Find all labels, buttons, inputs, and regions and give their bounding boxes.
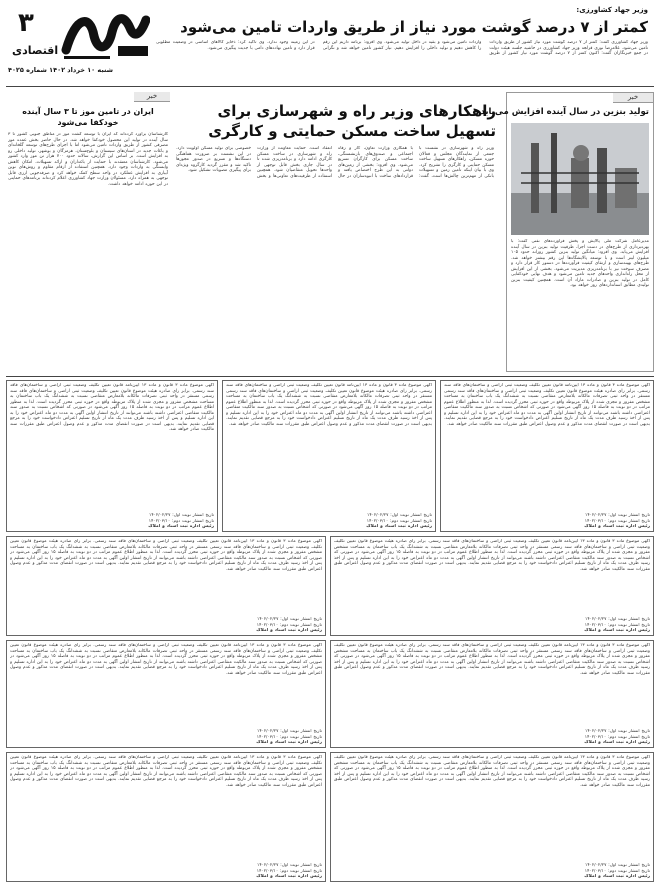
notice-date-second: تاریخ انتشار نوبت دوم: ۱۴۰۲/۰۳/۱۰ bbox=[256, 734, 322, 740]
notice-signature: رئیس اداره ثبت اسناد و املاک bbox=[584, 740, 650, 745]
news-body: مدیرعامل شرکت ملی پالایش و پخش فرآورده‌های نفتی گفت: با بهره‌برداری از طرح‌های در دست اجرا، ظرفیت تولید بنزین در سال آینده افزایش می‌یابد. وی افزود: میانگین تولید بنزین کشور روزانه حدود ۱۰۵ میلیون لیتر است و با توسعه پالایشگاه‌ها این رقم بیشتر خواهد شد. طرح‌های بهینه‌سازی و ارتقای کیفیت فرآورده‌ها در دستور کار قرار دارد و مصرف سوخت نیز با برنامه‌ریزی مدیریت می‌شود. بخشی از این افزایش از محل راه‌اندازی واحدهای جدید تامین می‌شود و هدف نهایی خودکفایی کامل در تولید بنزین و صادرات مازاد آن است. همچنین کیفیت بنزین تولیدی مطابق استانداردهای روز خواهد بود. bbox=[511, 239, 649, 288]
news-title-2: ایران در تامین موز تا ۳ سال آینده خودکفا می‌شود bbox=[22, 107, 154, 127]
notice-date-second: تاریخ انتشار نوبت دوم: ۱۴۰۲/۰۳/۱۰ bbox=[584, 518, 650, 524]
notice-date-first: تاریخ انتشار نوبت اول: ۱۴۰۲/۰۲/۲۷ bbox=[367, 513, 432, 518]
center-story-body: وزیر راه و شهرسازی در نشست با جمعی از نمایندگان مجلس و فعالان حوزه مسکن، راهکارهای تسهیل ساخت مسکن حمایتی و کارگری را تشریح کرد. وی با بیان اینکه تامین زمین و تسهیلات بانکی از مهم‌ترین چالش‌ها است، گفت: با همکاری وزارت تعاون، کار و رفاه اجتماعی و صندوق‌های بازنشستگی، ساخت مسکن برای کارگران تسریع می‌شود. وی افزود: بخشی از زمین‌های دولتی به این طرح اختصاص یافته و قراردادهای ساخت با انبوه‌سازان در حال انعقاد است. حمایت معاونت از وزارت راه و شهرسازی در ساخت مسکن کارگری ادامه دارد و برنامه‌ریزی شده تا در سال جاری بخش قابل توجهی از واحدها تحویل متقاضیان شود. همچنین استفاده از ظرفیت‌های تعاونی‌ها و بخش خصوصی برای تولید مسکن اولویت دارد. در این نشست بر ضرورت هماهنگی دستگاه‌ها و تسریع در صدور مجوزها تاکید شد و مقرر گردید کارگروه ویژه‌ای برای پیگیری مصوبات تشکیل شود. bbox=[176, 146, 494, 179]
refinery-photo bbox=[511, 123, 649, 235]
notice-body: آگهی موضوع ماده ۳ قانون و ماده ۱۳ آیین‌نامه قانون تعیین تکلیف وضعیت ثبتی اراضی و ساختمان‌های فاقد سند رسمی. برابر رای صادره هیئت موضوع قانون تعیین تکلیف وضعیت ثبتی اراضی و ساختمان‌های فاقد سند رسمی مستقر در واحد ثبتی تصرفات مالکانه بلامعارض متقاضی نسبت به ششدانگ یک باب ساختمان به مساحت مشخص مفروز و مجزی شده از پلاک مربوطه واقع در حوزه ثبتی محرز گردیده است. لذا به منظور اطلاع عموم مراتب در دو نوبت به فاصله ۱۵ روز آگهی می‌شود در صورتی که اشخاص نسبت به صدور سند مالکیت متقاضی اعتراضی داشته باشند می‌توانند از تاریخ انتشار اولین آگهی به مدت دو ماه اعتراض خود را به این اداره تسلیم و پس از اخذ رسید ظرف مدت یک ماه از تاریخ تسلیم اعتراض دادخواست خود را به مرجع قضایی تقدیم نمایند. بدیهی است در صورت انقضای مدت مذکور و عدم وصول اعتراض طبق مقررات سند مالکیت صادر خواهد شد. bbox=[10, 539, 322, 572]
notice-signature: رئیس اداره ثبت اسناد و املاک bbox=[256, 874, 322, 879]
divider-2 bbox=[6, 376, 654, 377]
section-label: اقتصادی bbox=[12, 44, 59, 57]
top-story-body: وزیر جهاد کشاورزی گفت: کمتر از ۷ درصد گوشت مورد نیاز کشور از طریق واردات تامین می‌شود. غلامرضا نوری قزلجه وزیر جهاد کشاورزی در حاشیه جلسه هیئت دولت در جمع خبرنگاران گفت: اکنون کمتر از ۷ درصد گوشت مورد نیاز کشور از طریق واردات تامین می‌شود و بقیه در داخل تولید می‌شود. وی افزود: برنامه داریم این رقم را کاهش دهیم و تولید داخلی را افزایش دهیم. نیاز کشور تامین خواهد شد و نگرانی در این زمینه وجود ندارد. وی تاکید کرد: ذخایر کالاهای اساسی در وضعیت مطلوبی قرار دارد و تامین نهاده‌های دامی با جدیت پیگیری می‌شود. bbox=[156, 40, 648, 56]
center-story-title-2: تسهیل ساخت مسکن حمایتی و کارگری bbox=[208, 122, 496, 140]
notice-date-second: تاریخ انتشار نوبت دوم: ۱۴۰۲/۰۳/۱۰ bbox=[148, 518, 214, 524]
left-news bbox=[480, 92, 654, 372]
divider bbox=[6, 86, 654, 87]
legal-notice bbox=[222, 380, 436, 532]
legal-notice bbox=[440, 380, 654, 532]
top-story-kicker: وزیر جهاد کشاورزی: bbox=[576, 6, 648, 14]
notice-signature: رئیس اداره ثبت اسناد و املاک bbox=[584, 524, 650, 529]
notice-date-second: تاریخ انتشار نوبت دوم: ۱۴۰۲/۰۳/۱۰ bbox=[366, 518, 432, 524]
legal-notice bbox=[330, 640, 654, 748]
news-body-2: کارشناسان برآورد کرده‌اند که ایران با توسعه کشت موز در مناطق جنوبی کشور تا ۳ سال آینده در تولید این محصول خودکفا خواهد شد. در حال حاضر بخش عمده موز مصرفی کشور از طریق واردات تامین می‌شود اما با اجرای طرح‌های توسعه گلخانه‌ای و باغات جدید در استان‌های سیستان و بلوچستان، هرمزگان و بوشهر، تولید داخلی رو به افزایش است. بر اساس این گزارش، سالانه حدود ۷۰۰ هزار تن موز وارد کشور می‌شود. کارشناسان معتقدند با حمایت از باغداران و ارائه تسهیلات، امکان کاهش وابستگی به واردات وجود دارد. همچنین استفاده از ارقام مقاوم و روش‌های نوین آبیاری به افزایش عملکرد در واحد سطح کمک خواهد کرد و صرفه‌جویی ارزی قابل توجهی به همراه دارد. مسئولان وزارت جهاد کشاورزی اعلام کرده‌اند برنامه‌های حمایتی در این حوزه ادامه خواهد داشت. bbox=[8, 132, 168, 187]
notice-date-first: تاریخ انتشار نوبت اول: ۱۴۰۲/۰۲/۲۷ bbox=[149, 513, 214, 518]
legal-notice bbox=[6, 380, 218, 532]
top-story-title: کمتر از ۷ درصد گوشت مورد نیاز از طریق واردات تامین می‌شود bbox=[180, 18, 648, 36]
legal-notice bbox=[6, 640, 326, 748]
notice-date-second: تاریخ انتشار نوبت دوم: ۱۴۰۲/۰۳/۱۰ bbox=[256, 622, 322, 628]
notice-body: آگهی موضوع ماده ۳ قانون و ماده ۱۳ آیین‌نامه قانون تعیین تکلیف وضعیت ثبتی اراضی و ساختمان‌های فاقد سند رسمی. برابر رای صادره هیئت موضوع قانون تعیین تکلیف وضعیت ثبتی اراضی و ساختمان‌های فاقد سند رسمی مستقر در واحد ثبتی تصرفات مالکانه بلامعارض متقاضی نسبت به ششدانگ یک باب ساختمان به مساحت مشخص مفروز و مجزی شده از پلاک مربوطه واقع در حوزه ثبتی محرز گردیده است. لذا به منظور اطلاع عموم مراتب در دو نوبت به فاصله ۱۵ روز آگهی می‌شود در صورتی که اشخاص نسبت به صدور سند مالکیت متقاضی اعتراضی داشته باشند می‌توانند از تاریخ انتشار اولین آگهی به مدت دو ماه اعتراض خود را به این اداره تسلیم و پس از اخذ رسید ظرف مدت یک ماه از تاریخ تسلیم اعتراض دادخواست خود را به مرجع قضایی تقدیم نمایند. بدیهی است در صورت انقضای مدت مذکور و عدم وصول اعتراض طبق مقررات سند مالکیت صادر خواهد شد. bbox=[334, 643, 650, 676]
masthead bbox=[8, 6, 148, 82]
notice-date-second: تاریخ انتشار نوبت دوم: ۱۴۰۲/۰۳/۱۰ bbox=[584, 868, 650, 874]
notice-date-first: تاریخ انتشار نوبت اول: ۱۴۰۲/۰۲/۲۷ bbox=[585, 729, 650, 734]
page-number: ۳ bbox=[18, 8, 34, 38]
right-news bbox=[6, 92, 170, 372]
legal-notice bbox=[6, 752, 326, 882]
notice-date-second: تاریخ انتشار نوبت دوم: ۱۴۰۲/۰۳/۱۰ bbox=[584, 734, 650, 740]
notice-signature: رئیس اداره ثبت اسناد و املاک bbox=[256, 628, 322, 633]
notice-date-second: تاریخ انتشار نوبت دوم: ۱۴۰۲/۰۳/۱۰ bbox=[584, 622, 650, 628]
news-title: تولید بنزین در سال آینده افزایش می‌یابد bbox=[480, 107, 649, 117]
legal-notice bbox=[330, 536, 654, 636]
notice-body: آگهی موضوع ماده ۳ قانون و ماده ۱۳ آیین‌نامه قانون تعیین تکلیف وضعیت ثبتی اراضی و ساختمان‌های فاقد سند رسمی. برابر رای صادره هیئت موضوع قانون تعیین تکلیف وضعیت ثبتی اراضی و ساختمان‌های فاقد سند رسمی مستقر در واحد ثبتی تصرفات مالکانه بلامعارض متقاضی نسبت به ششدانگ یک باب ساختمان به مساحت مشخص مفروز و مجزی شده از پلاک مربوطه واقع در حوزه ثبتی محرز گردیده است. لذا به منظور اطلاع عموم مراتب در دو نوبت به فاصله ۱۵ روز آگهی می‌شود در صورتی که اشخاص نسبت به صدور سند مالکیت متقاضی اعتراضی داشته باشند می‌توانند از تاریخ انتشار اولین آگهی به مدت دو ماه اعتراض خود را به این اداره تسلیم و پس از اخذ رسید ظرف مدت یک ماه از تاریخ تسلیم اعتراض دادخواست خود را به مرجع قضایی تقدیم نمایند. بدیهی است در صورت انقضای مدت مذکور و عدم وصول اعتراض طبق مقررات سند مالکیت صادر خواهد شد. bbox=[334, 755, 650, 788]
notice-body: آگهی موضوع ماده ۳ قانون و ماده ۱۳ آیین‌نامه قانون تعیین تکلیف وضعیت ثبتی اراضی و ساختمان‌های فاقد سند رسمی. برابر رای صادره هیئت موضوع قانون تعیین تکلیف وضعیت ثبتی اراضی و ساختمان‌های فاقد سند رسمی مستقر در واحد ثبتی تصرفات مالکانه بلامعارض متقاضی نسبت به ششدانگ یک باب ساختمان به مساحت مشخص مفروز و مجزی شده از پلاک مربوطه واقع در حوزه ثبتی محرز گردیده است. لذا به منظور اطلاع عموم مراتب در دو نوبت به فاصله ۱۵ روز آگهی می‌شود در صورتی که اشخاص نسبت به صدور سند مالکیت متقاضی اعتراضی داشته باشند می‌توانند از تاریخ انتشار اولین آگهی به مدت دو ماه اعتراض خود را به این اداره تسلیم و پس از اخذ رسید ظرف مدت یک ماه از تاریخ تسلیم اعتراض دادخواست خود را به مرجع قضایی تقدیم نمایند. بدیهی است در صورت انقضای مدت مذکور و عدم وصول اعتراض طبق مقررات سند مالکیت صادر خواهد شد. bbox=[226, 383, 432, 427]
notice-date-first: تاریخ انتشار نوبت اول: ۱۴۰۲/۰۲/۲۷ bbox=[585, 617, 650, 622]
legal-notice bbox=[330, 752, 654, 882]
notice-date-second: تاریخ انتشار نوبت دوم: ۱۴۰۲/۰۳/۱۰ bbox=[256, 868, 322, 874]
issue-line: شنبه ۱۰ خرداد ۱۴۰۲ شماره ۴۰۲۵ bbox=[8, 66, 114, 74]
news-tag-2: خبر bbox=[134, 92, 170, 102]
newspaper-logo bbox=[60, 6, 150, 62]
center-story-title-1: راهکارهای وزیر راه و شهرسازی برای bbox=[217, 102, 496, 120]
notice-date-first: تاریخ انتشار نوبت اول: ۱۴۰۲/۰۲/۲۷ bbox=[257, 729, 322, 734]
notice-body: آگهی موضوع ماده ۳ قانون و ماده ۱۳ آیین‌نامه قانون تعیین تکلیف وضعیت ثبتی اراضی و ساختمان‌های فاقد سند رسمی. برابر رای صادره هیئت موضوع قانون تعیین تکلیف وضعیت ثبتی اراضی و ساختمان‌های فاقد سند رسمی مستقر در واحد ثبتی تصرفات مالکانه بلامعارض متقاضی نسبت به ششدانگ یک باب ساختمان به مساحت مشخص مفروز و مجزی شده از پلاک مربوطه واقع در حوزه ثبتی محرز گردیده است. لذا به منظور اطلاع عموم مراتب در دو نوبت به فاصله ۱۵ روز آگهی می‌شود در صورتی که اشخاص نسبت به صدور سند مالکیت متقاضی اعتراضی داشته باشند می‌توانند از تاریخ انتشار اولین آگهی به مدت دو ماه اعتراض خود را به این اداره تسلیم و پس از اخذ رسید ظرف مدت یک ماه از تاریخ تسلیم اعتراض دادخواست خود را به مرجع قضایی تقدیم نمایند. بدیهی است در صورت انقضای مدت مذکور و عدم وصول اعتراض طبق مقررات سند مالکیت صادر خواهد شد. bbox=[10, 643, 322, 676]
notice-date-first: تاریخ انتشار نوبت اول: ۱۴۰۲/۰۲/۲۷ bbox=[585, 513, 650, 518]
notice-body: آگهی موضوع ماده ۳ قانون و ماده ۱۳ آیین‌نامه قانون تعیین تکلیف وضعیت ثبتی اراضی و ساختمان‌های فاقد سند رسمی. برابر رای صادره هیئت موضوع قانون تعیین تکلیف وضعیت ثبتی اراضی و ساختمان‌های فاقد سند رسمی مستقر در واحد ثبتی تصرفات مالکانه بلامعارض متقاضی نسبت به ششدانگ یک باب ساختمان به مساحت مشخص مفروز و مجزی شده از پلاک مربوطه واقع در حوزه ثبتی محرز گردیده است. لذا به منظور اطلاع عموم مراتب در دو نوبت به فاصله ۱۵ روز آگهی می‌شود در صورتی که اشخاص نسبت به صدور سند مالکیت متقاضی اعتراضی داشته باشند می‌توانند از تاریخ انتشار اولین آگهی به مدت دو ماه اعتراض خود را به این اداره تسلیم و پس از اخذ رسید ظرف مدت یک ماه از تاریخ تسلیم اعتراض دادخواست خود را به مرجع قضایی تقدیم نمایند. بدیهی است در صورت انقضای مدت مذکور و عدم وصول اعتراض طبق مقررات سند مالکیت صادر خواهد شد. bbox=[334, 539, 650, 572]
notice-signature: رئیس اداره ثبت اسناد و املاک bbox=[366, 524, 432, 529]
notice-body: آگهی موضوع ماده ۳ قانون و ماده ۱۳ آیین‌نامه قانون تعیین تکلیف وضعیت ثبتی اراضی و ساختمان‌های فاقد سند رسمی. برابر رای صادره هیئت موضوع قانون تعیین تکلیف وضعیت ثبتی اراضی و ساختمان‌های فاقد سند رسمی مستقر در واحد ثبتی تصرفات مالکانه بلامعارض متقاضی نسبت به ششدانگ یک باب ساختمان به مساحت مشخص مفروز و مجزی شده از پلاک مربوطه واقع در حوزه ثبتی محرز گردیده است. لذا به منظور اطلاع عموم مراتب در دو نوبت به فاصله ۱۵ روز آگهی می‌شود در صورتی که اشخاص نسبت به صدور سند مالکیت متقاضی اعتراضی داشته باشند می‌توانند از تاریخ انتشار اولین آگهی به مدت دو ماه اعتراض خود را به این اداره تسلیم و پس از اخذ رسید ظرف مدت یک ماه از تاریخ تسلیم اعتراض دادخواست خود را به مرجع قضایی تقدیم نمایند. بدیهی است در صورت انقضای مدت مذکور و عدم وصول اعتراض طبق مقررات سند مالکیت صادر خواهد شد. bbox=[10, 755, 322, 788]
notice-signature: رئیس اداره ثبت اسناد و املاک bbox=[256, 740, 322, 745]
notice-body: آگهی موضوع ماده ۳ قانون و ماده ۱۳ آیین‌نامه قانون تعیین تکلیف وضعیت ثبتی اراضی و ساختمان‌های فاقد سند رسمی. برابر رای صادره هیئت موضوع قانون تعیین تکلیف وضعیت ثبتی اراضی و ساختمان‌های فاقد سند رسمی مستقر در واحد ثبتی تصرفات مالکانه بلامعارض متقاضی نسبت به ششدانگ یک باب ساختمان به مساحت مشخص مفروز و مجزی شده از پلاک مربوطه واقع در حوزه ثبتی محرز گردیده است. لذا به منظور اطلاع عموم مراتب در دو نوبت به فاصله ۱۵ روز آگهی می‌شود در صورتی که اشخاص نسبت به صدور سند مالکیت متقاضی اعتراضی داشته باشند می‌توانند از تاریخ انتشار اولین آگهی به مدت دو ماه اعتراض خود را به این اداره تسلیم و پس از اخذ رسید ظرف مدت یک ماه از تاریخ تسلیم اعتراض دادخواست خود را به مرجع قضایی تقدیم نمایند. بدیهی است در صورت انقضای مدت مذکور و عدم وصول اعتراض طبق مقررات سند مالکیت صادر خواهد شد. bbox=[444, 383, 650, 427]
notice-signature: رئیس اداره ثبت اسناد و املاک bbox=[584, 874, 650, 879]
notice-date-first: تاریخ انتشار نوبت اول: ۱۴۰۲/۰۲/۲۷ bbox=[585, 863, 650, 868]
notice-date-first: تاریخ انتشار نوبت اول: ۱۴۰۲/۰۲/۲۷ bbox=[257, 863, 322, 868]
notice-date-first: تاریخ انتشار نوبت اول: ۱۴۰۲/۰۲/۲۷ bbox=[257, 617, 322, 622]
legal-notice bbox=[6, 536, 326, 636]
news-tag: خبر bbox=[613, 93, 653, 103]
notice-signature: رئیس اداره ثبت اسناد و املاک bbox=[584, 628, 650, 633]
notice-signature: رئیس اداره ثبت اسناد و املاک bbox=[148, 524, 214, 529]
notice-body: آگهی موضوع ماده ۳ قانون و ماده ۱۳ آیین‌نامه قانون تعیین تکلیف وضعیت ثبتی اراضی و ساختمان‌های فاقد سند رسمی. برابر رای صادره هیئت موضوع قانون تعیین تکلیف وضعیت ثبتی اراضی و ساختمان‌های فاقد سند رسمی مستقر در واحد ثبتی تصرفات مالکانه بلامعارض متقاضی نسبت به ششدانگ یک باب ساختمان به مساحت مشخص مفروز و مجزی شده از پلاک مربوطه واقع در حوزه ثبتی محرز گردیده است. لذا به منظور اطلاع عموم مراتب در دو نوبت به فاصله ۱۵ روز آگهی می‌شود در صورتی که اشخاص نسبت به صدور سند مالکیت متقاضی اعتراضی داشته باشند می‌توانند از تاریخ انتشار اولین آگهی به مدت دو ماه اعتراض خود را به این اداره تسلیم و پس از اخذ رسید ظرف مدت یک ماه از تاریخ تسلیم اعتراض دادخواست خود را به مرجع قضایی تقدیم نمایند. بدیهی است در صورت انقضای مدت مذکور و عدم وصول اعتراض طبق مقررات سند مالکیت صادر خواهد شد. bbox=[10, 383, 214, 432]
